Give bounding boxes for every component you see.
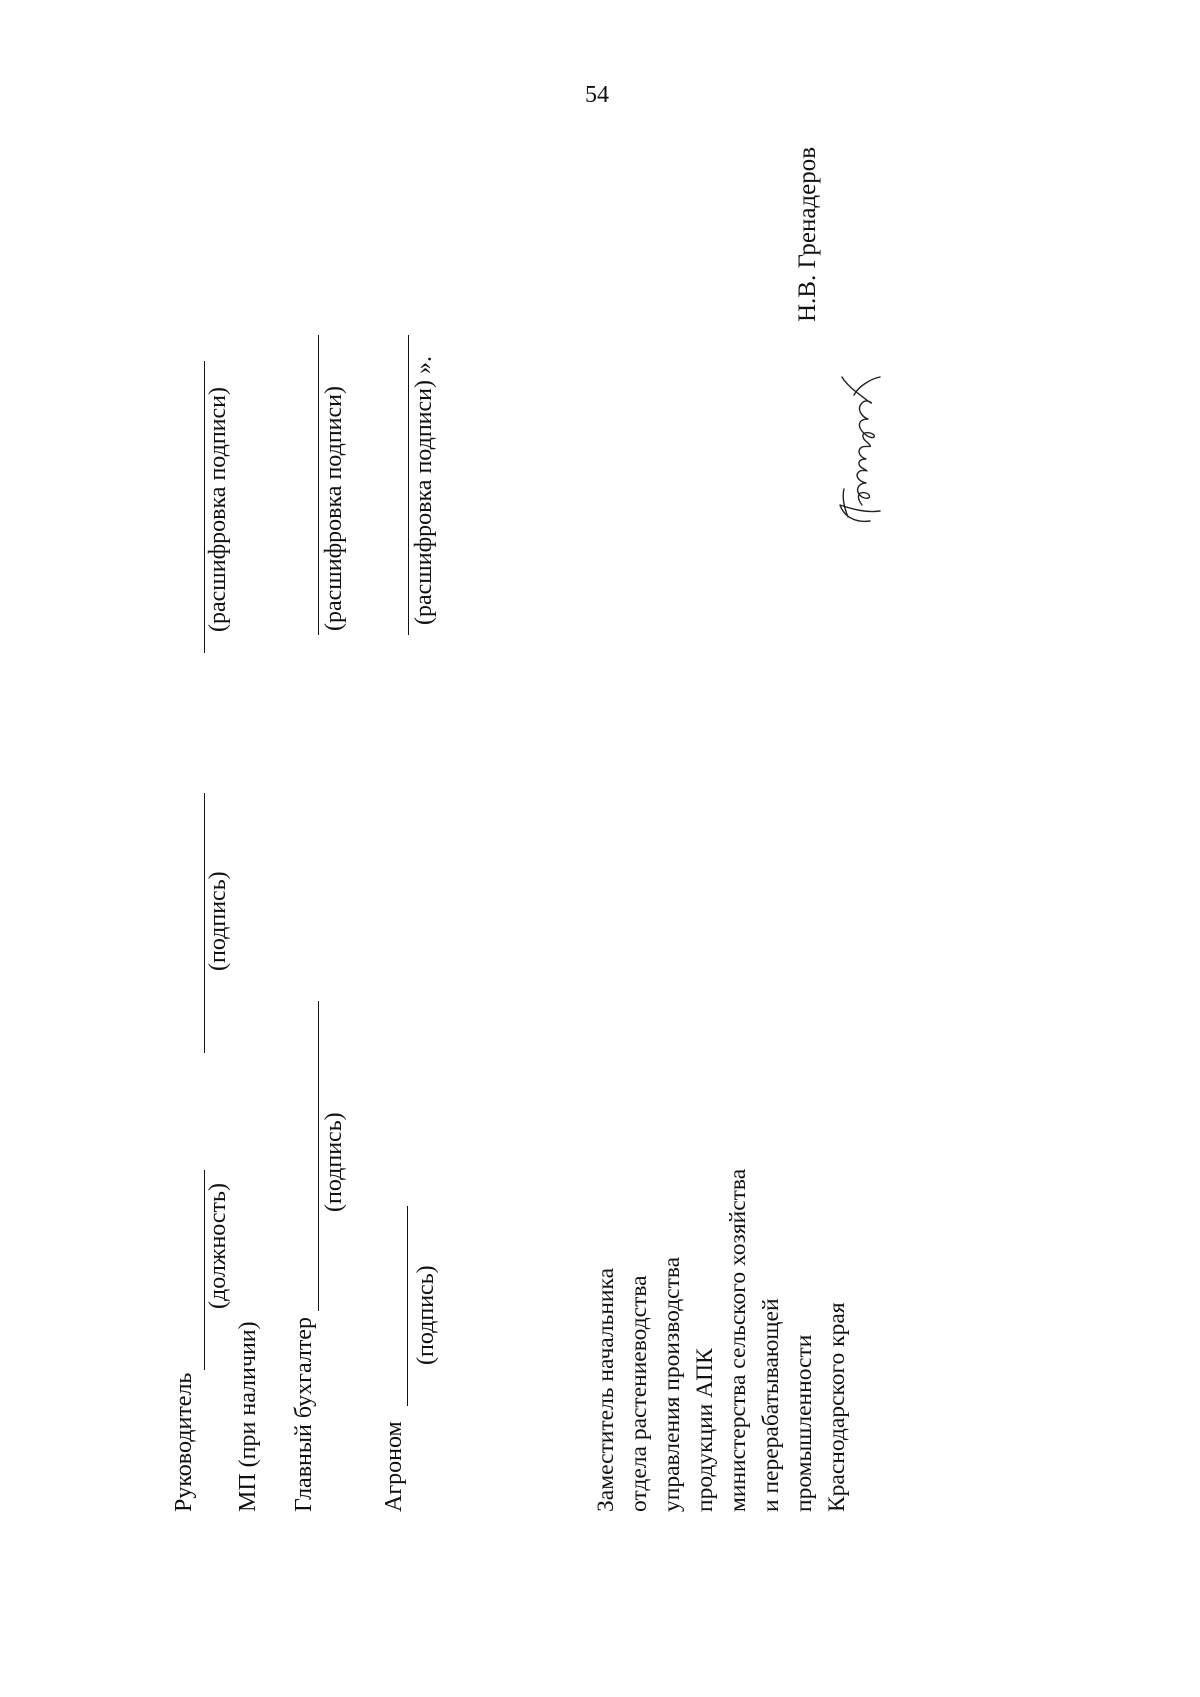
handwritten-signature (818, 367, 898, 527)
agronomist-decoding-line (408, 335, 409, 635)
manager-label: Руководитель (171, 1372, 197, 1512)
agronomist-signature-caption: (подпись) (413, 1265, 439, 1365)
page-number: 54 (585, 82, 609, 108)
signature-caption: (подпись) (205, 871, 231, 971)
agronomist-label: Агроном (381, 1421, 407, 1512)
accountant-signature-caption: (подпись) (321, 1112, 347, 1212)
signatory-title-line: промышленности (791, 1334, 817, 1512)
accountant-decoding-caption: (расшифровка подписи) (321, 386, 347, 631)
chief-accountant-label: Главный бухгалтер (291, 1317, 317, 1512)
signatory-title-line: и перерабатывающей (758, 1298, 784, 1512)
stamp-label: МП (при наличии) (235, 1321, 261, 1512)
accountant-signature-line (318, 1001, 319, 1311)
accountant-decoding-line (318, 335, 319, 635)
signatory-title-line: Заместитель начальника (593, 1268, 619, 1512)
signatory-title-line: продукции АПК (692, 1348, 718, 1512)
signatory-title (590, 1169, 854, 1512)
agronomist-decoding-caption: (расшифровка подписи) ». (411, 356, 437, 625)
signatory-title-line: Краснодарского края (824, 1302, 850, 1512)
signatory-title-line: министерства сельского хозяйства (725, 1168, 751, 1512)
signatory-title-line: управления производства (659, 1256, 685, 1512)
position-caption: (должность) (205, 1183, 231, 1309)
decoding-caption: (расшифровка подписи) (205, 387, 231, 632)
signatory-name: Н.В. Гренадеров (794, 146, 821, 322)
agronomist-signature-line (407, 1206, 408, 1406)
signatory-title-line: отдела растениеводства (626, 1275, 652, 1512)
